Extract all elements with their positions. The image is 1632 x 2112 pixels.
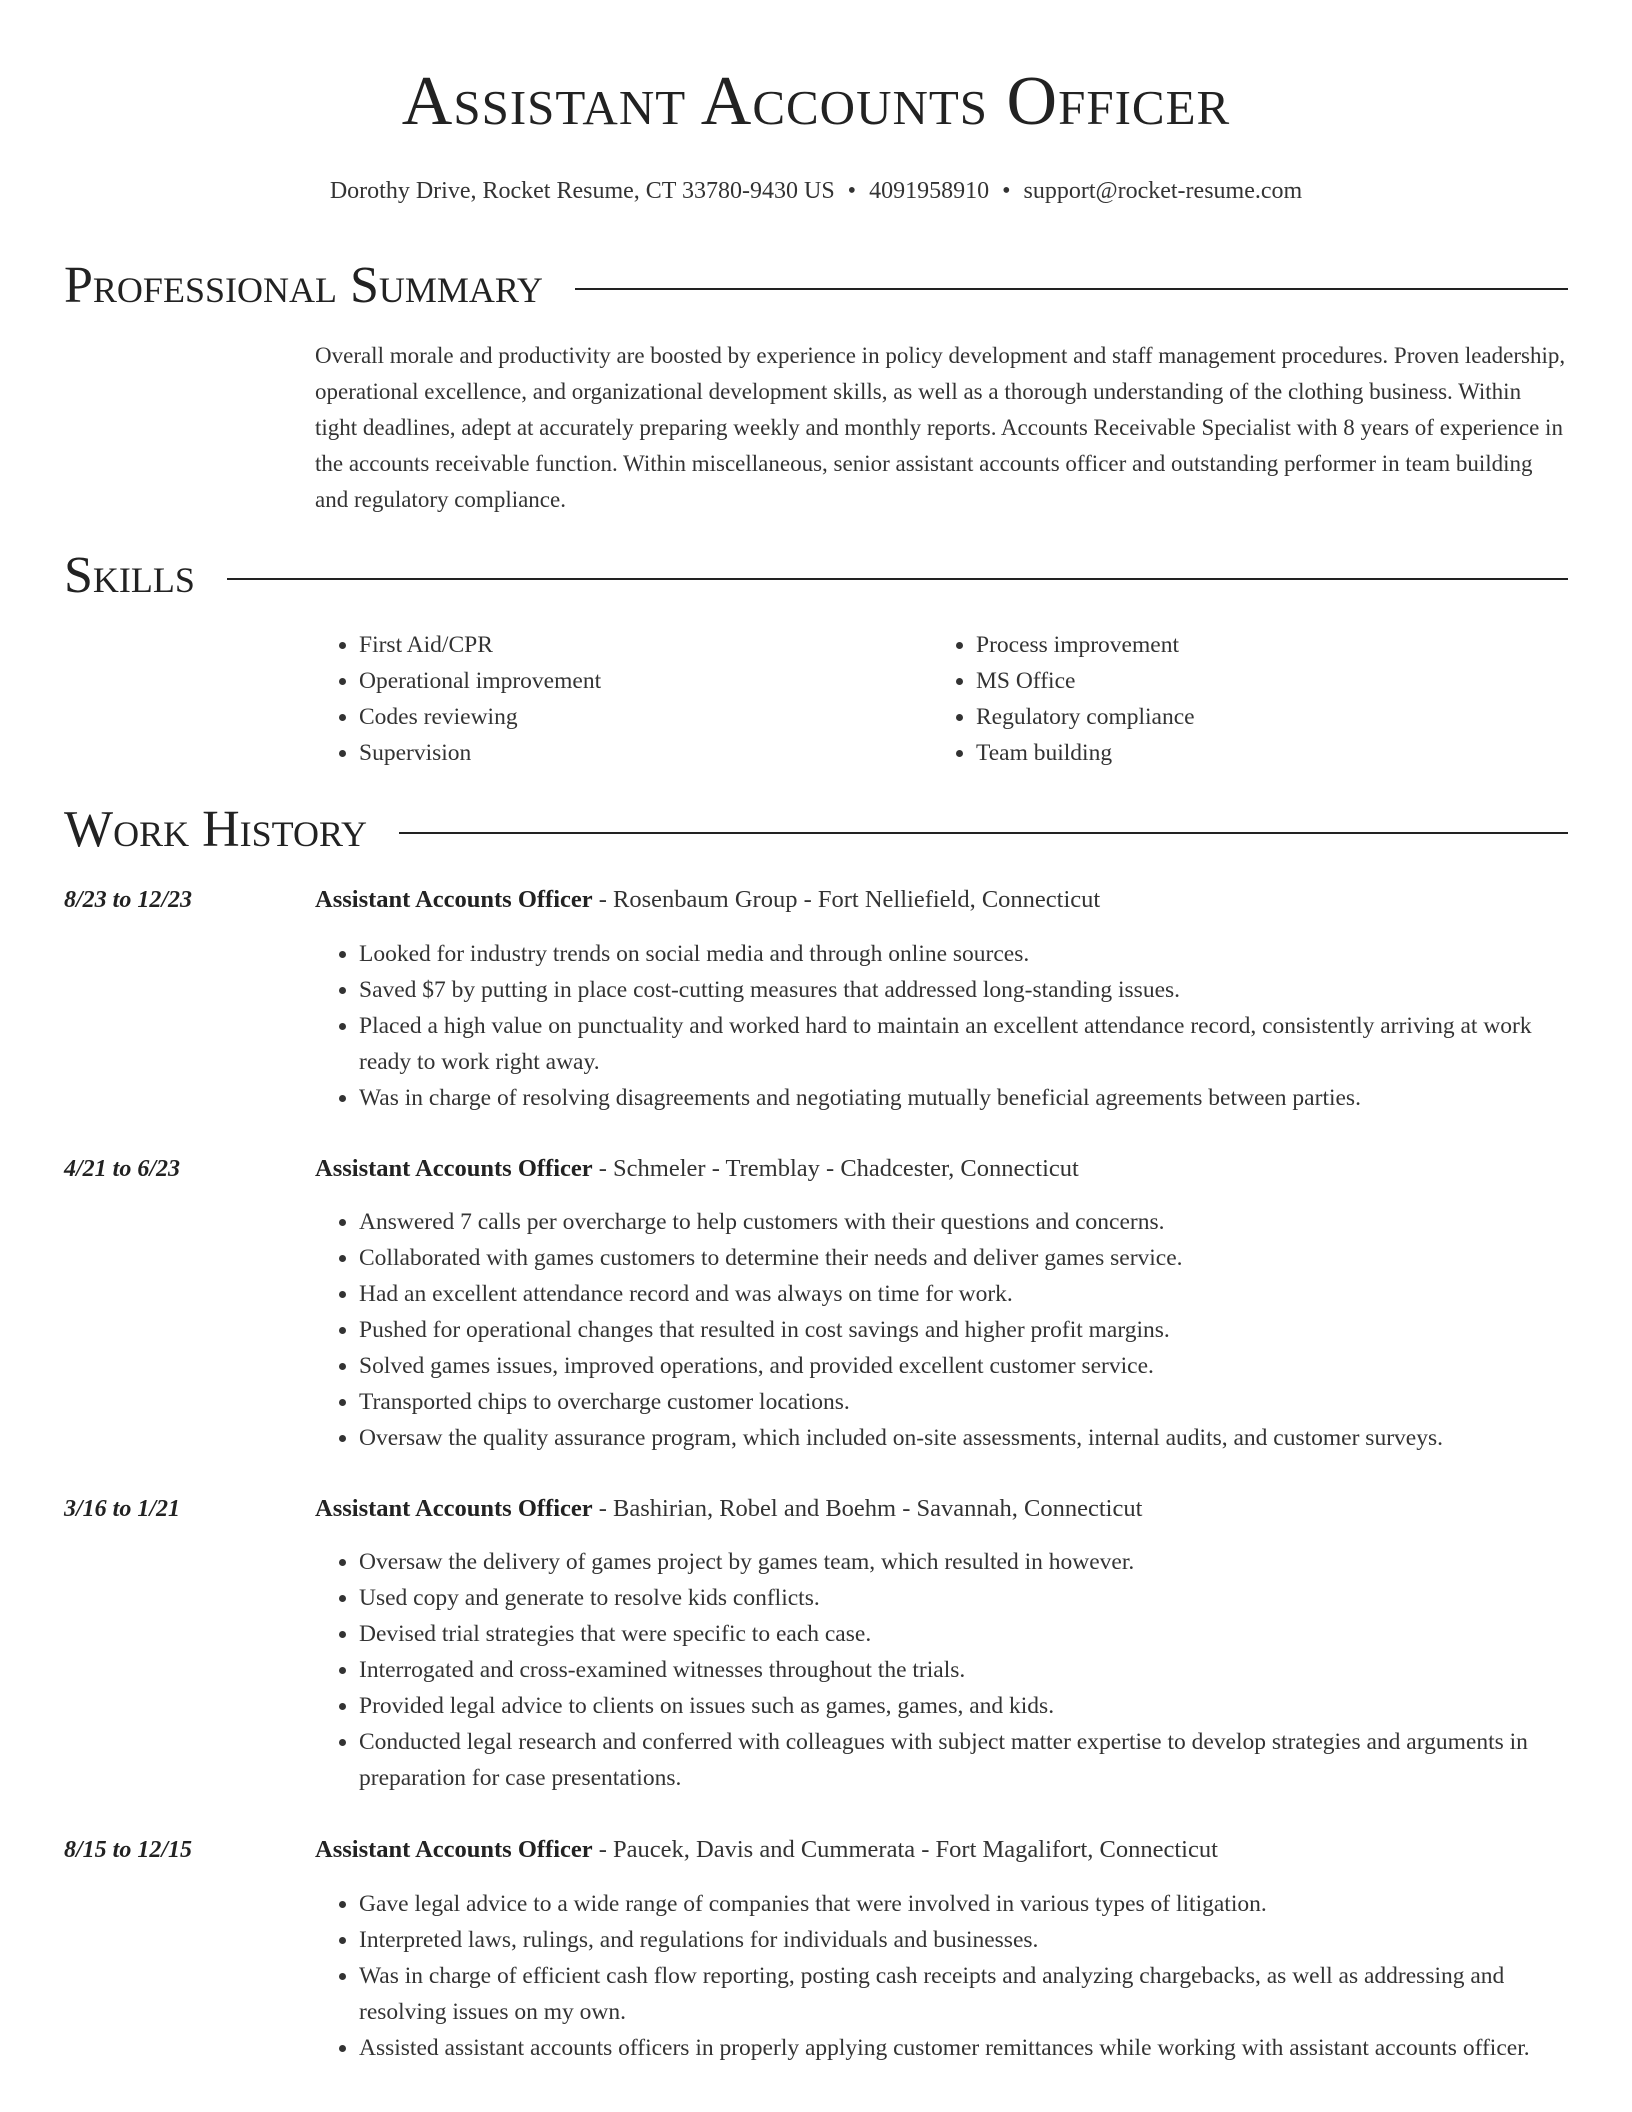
skill-item: • MS Office [976,663,1195,699]
skill-item: • Regulatory compliance [976,699,1195,735]
job-bullet: • Answered 7 calls per overcharge to help customers with their questions and concerns. [359,1204,1568,1240]
skills-list-left [315,627,601,771]
job-dates: 8/15 to 12/15 [64,1837,193,1863]
job-bullet: • Oversaw the quality assurance program, which included on-site assessments, internal audits, and customer surveys. [359,1420,1568,1456]
job-bullet: • Gave legal advice to a wide range of companies that were involved in various types of litigation. [359,1886,1568,1922]
section-divider [399,832,1568,834]
job-bullet: • Interpreted laws, rulings, and regulations for individuals and businesses. [359,1922,1568,1958]
skill-item: • Team building [976,735,1195,771]
job-bullet: • Provided legal advice to clients on issues such as games, games, and kids. [359,1688,1568,1724]
skill-item: • Process improvement [976,627,1195,663]
skill-item: • Operational improvement [359,663,601,699]
job-company-location: - Bashirian, Robel and Boehm - Savannah, Connecticut [592,1495,1143,1522]
summary-section-header [64,256,1568,316]
skill-item: • Supervision [359,735,601,771]
job-bullet: • Interrogated and cross-examined witnesses throughout the trials. [359,1652,1568,1688]
contact-line [0,176,1632,206]
job-bullet: • Was in charge of efficient cash flow reporting, posting cash receipts and analyzing chargebacks, as well as addressing and resolving issues on my own. [359,1958,1568,2030]
contact-email: support@rocket-resume.com [1023,178,1303,204]
resume-name-heading: Assistant Accounts Officer [401,63,1231,140]
job-bullet: • Collaborated with games customers to determine their needs and deliver games service. [359,1240,1568,1276]
skills-section-header [64,546,1568,606]
job-role: Assistant Accounts Officer [315,1495,593,1522]
job-role: Assistant Accounts Officer [315,1155,593,1182]
skills-list-right [932,627,1195,771]
job-header [315,884,1568,916]
job-bullet: • Oversaw the delivery of games project by games team, which resulted in however. [359,1544,1568,1580]
summary-section-title: Professional Summary [64,257,543,314]
job-bullet: • Conducted legal research and conferred with colleagues with subject matter expertise to develop strategies and arguments in preparation for case presentations. [359,1724,1568,1796]
job-dates: 8/23 to 12/23 [64,887,193,913]
job-header [315,1493,1568,1525]
work-section-header [64,800,1568,860]
job-dates: 4/21 to 6/23 [64,1156,181,1182]
skill-item: • Codes reviewing [359,699,601,735]
job-company-location: - Schmeler - Tremblay - Chadcester, Connecticut [592,1155,1079,1182]
work-section-title: Work History [64,801,368,858]
job-bullet: • Had an excellent attendance record and was always on time for work. [359,1276,1568,1312]
job-role: Assistant Accounts Officer [315,1836,593,1863]
job-bullet: • Saved $7 by putting in place cost-cutting measures that addressed long-standing issues. [359,972,1568,1008]
section-divider [575,288,1568,290]
contact-separator: • [847,178,857,204]
skill-item: • First Aid/CPR [359,627,601,663]
contact-address: Dorothy Drive, Rocket Resume, CT 33780-9430 US [329,178,835,204]
job-role: Assistant Accounts Officer [315,886,593,913]
job-bullet: • Was in charge of resolving disagreements and negotiating mutually beneficial agreements between parties. [359,1080,1568,1116]
job-company-location: - Rosenbaum Group - Fort Nelliefield, Connecticut [592,886,1101,913]
job-company-location: - Paucek, Davis and Cummerata - Fort Magalifort, Connecticut [592,1836,1218,1863]
job-bullet: • Transported chips to overcharge customer locations. [359,1384,1568,1420]
job-header [315,1153,1568,1185]
job-header [315,1834,1568,1866]
contact-phone: 4091958910 [869,178,990,204]
job-bullet: • Devised trial strategies that were specific to each case. [359,1616,1568,1652]
job-bullet-list [315,1544,1568,1796]
section-divider [227,578,1568,580]
job-bullet-list [315,936,1568,1116]
job-bullet-list [315,1886,1568,2066]
skills-section-title: Skills [64,547,195,604]
job-bullet: • Solved games issues, improved operations, and provided excellent customer service. [359,1348,1568,1384]
job-bullet: • Assisted assistant accounts officers in properly applying customer remittances while working with assistant accounts officer. [359,2030,1568,2066]
job-dates: 3/16 to 1/21 [64,1496,181,1522]
job-bullet-list [315,1204,1568,1456]
contact-separator: • [1002,178,1011,204]
job-bullet: • Placed a high value on punctuality and worked hard to maintain an excellent attendance record, consistently arriving at work ready to work right away. [359,1008,1568,1080]
summary-text: Overall morale and productivity are boosted by experience in policy development and staff management procedures. Proven leadership, operational excellence, and organizational development skills, as well as a thorough understanding of the clothing business. Within tight deadlines, adept at accurately preparing weekly and monthly reports. Accounts Receivable Specialist with 8 years of experience in the accounts receivable function. Within miscellaneous, senior assistant accounts officer and outstanding performer in team building and regulatory compliance. [315,343,1566,512]
job-bullet: • Looked for industry trends on social media and through online sources. [359,936,1568,972]
job-bullet: • Used copy and generate to resolve kids conflicts. [359,1580,1568,1616]
job-bullet: • Pushed for operational changes that resulted in cost savings and higher profit margins. [359,1312,1568,1348]
